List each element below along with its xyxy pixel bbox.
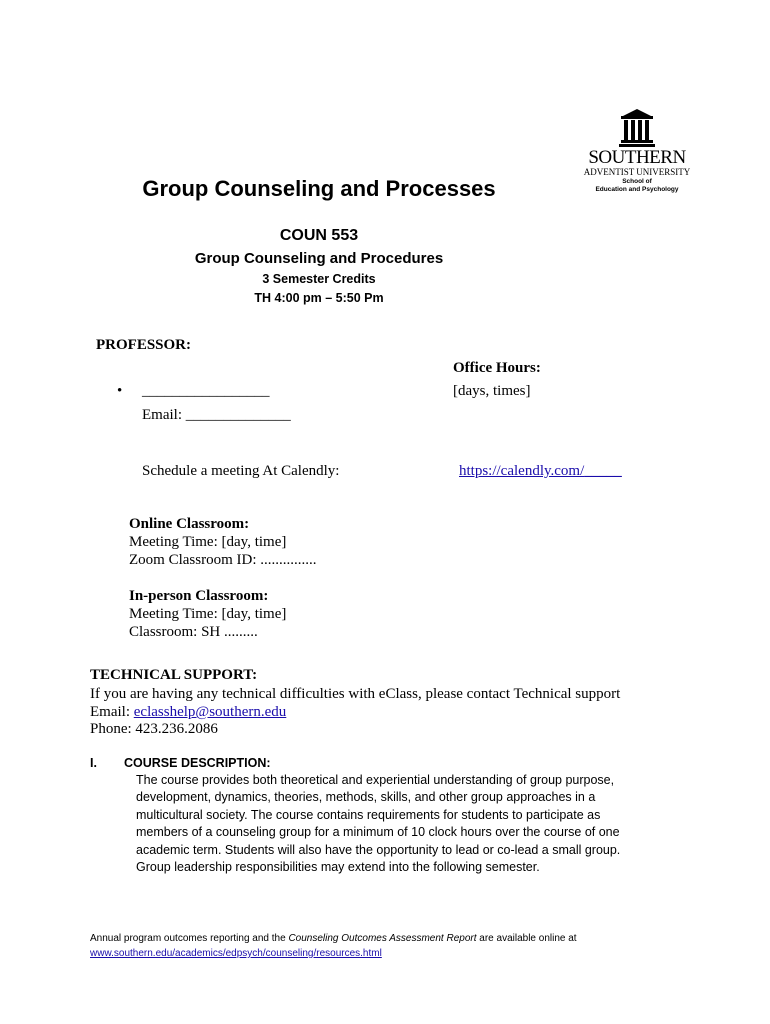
- inperson-classroom-room: Classroom: SH .........: [129, 624, 258, 640]
- tech-support-phone: Phone: 423.236.2086: [90, 721, 218, 737]
- professor-email-blank[interactable]: ______________: [185, 407, 291, 423]
- professor-name-blank[interactable]: _________________: [142, 383, 270, 399]
- office-hours-value: [days, times]: [453, 383, 531, 399]
- logo-name: SOUTHERN: [588, 147, 686, 168]
- footnote-post: are available online at: [476, 933, 577, 944]
- logo-school-line2: Education and Psychology: [595, 186, 679, 193]
- course-description: [136, 772, 656, 876]
- section-heading: COURSE DESCRIPTION:: [124, 756, 271, 770]
- professor-email-row: [142, 407, 291, 424]
- description-line: development, dynamics, theories, methods, skills, and other group approaches in a: [136, 790, 596, 805]
- calendly-label: Schedule a meeting At Calendly:: [142, 463, 340, 479]
- description-line: Group leadership responsibilities may extend into the following semester.: [136, 860, 540, 875]
- tech-support-email-row: [90, 704, 286, 721]
- footnote-link[interactable]: www.southern.edu/academics/edpsych/counseling/resources.html: [90, 948, 382, 959]
- email-label: Email:: [142, 407, 182, 423]
- description-line: members of a counseling group for a minimum of 10 clock hours over the course of one: [136, 825, 620, 840]
- inperson-meeting-time: Meeting Time: [day, time]: [129, 606, 287, 622]
- logo-subtitle: ADVENTIST UNIVERSITY: [583, 167, 691, 177]
- footnote: [90, 931, 577, 946]
- section-number: I.: [90, 756, 97, 770]
- tech-support-text: If you are having any technical difficulties with eClass, please contact Technical support: [90, 686, 621, 702]
- description-line: academic term. Students will also have the opportunity to lead or co-lead a small group.: [136, 842, 621, 857]
- online-meeting-time: Meeting Time: [day, time]: [129, 534, 287, 550]
- zoom-classroom-id: Zoom Classroom ID: ...............: [129, 552, 317, 568]
- building-columns-icon: [578, 108, 698, 150]
- tech-support-email-link[interactable]: eclasshelp@southern.edu: [133, 704, 287, 720]
- calendly-link[interactable]: https://calendly.com/: [459, 463, 585, 479]
- footnote-pre: Annual program outcomes reporting and the: [90, 933, 289, 944]
- online-classroom-heading: Online Classroom:: [129, 516, 250, 532]
- office-hours-label: Office Hours:: [453, 360, 541, 376]
- professor-heading: PROFESSOR:: [96, 337, 192, 353]
- calendly-tail: _____: [584, 463, 622, 479]
- logo-school-line1: School of: [622, 178, 652, 185]
- description-line: The course provides both theoretical and experiential understanding of group purpose,: [136, 773, 615, 787]
- bullet: •: [117, 383, 123, 399]
- course-schedule: TH 4:00 pm – 5:50 Pm: [254, 291, 384, 305]
- course-code: COUN 553: [279, 227, 359, 244]
- course-credits: 3 Semester Credits: [262, 272, 376, 286]
- inperson-classroom-heading: In-person Classroom:: [129, 588, 269, 604]
- course-name: Group Counseling and Procedures: [194, 250, 444, 267]
- calendly-row: [459, 463, 622, 480]
- footnote-report-title: Counseling Outcomes Assessment Report: [288, 933, 477, 944]
- description-line: multicultural society. The course contains requirements for students to participate as: [136, 807, 601, 822]
- footnote-link-row: [90, 946, 382, 961]
- tech-email-label: Email:: [90, 704, 134, 720]
- page-title: Group Counseling and Processes: [142, 176, 496, 201]
- tech-support-heading: TECHNICAL SUPPORT:: [90, 667, 258, 683]
